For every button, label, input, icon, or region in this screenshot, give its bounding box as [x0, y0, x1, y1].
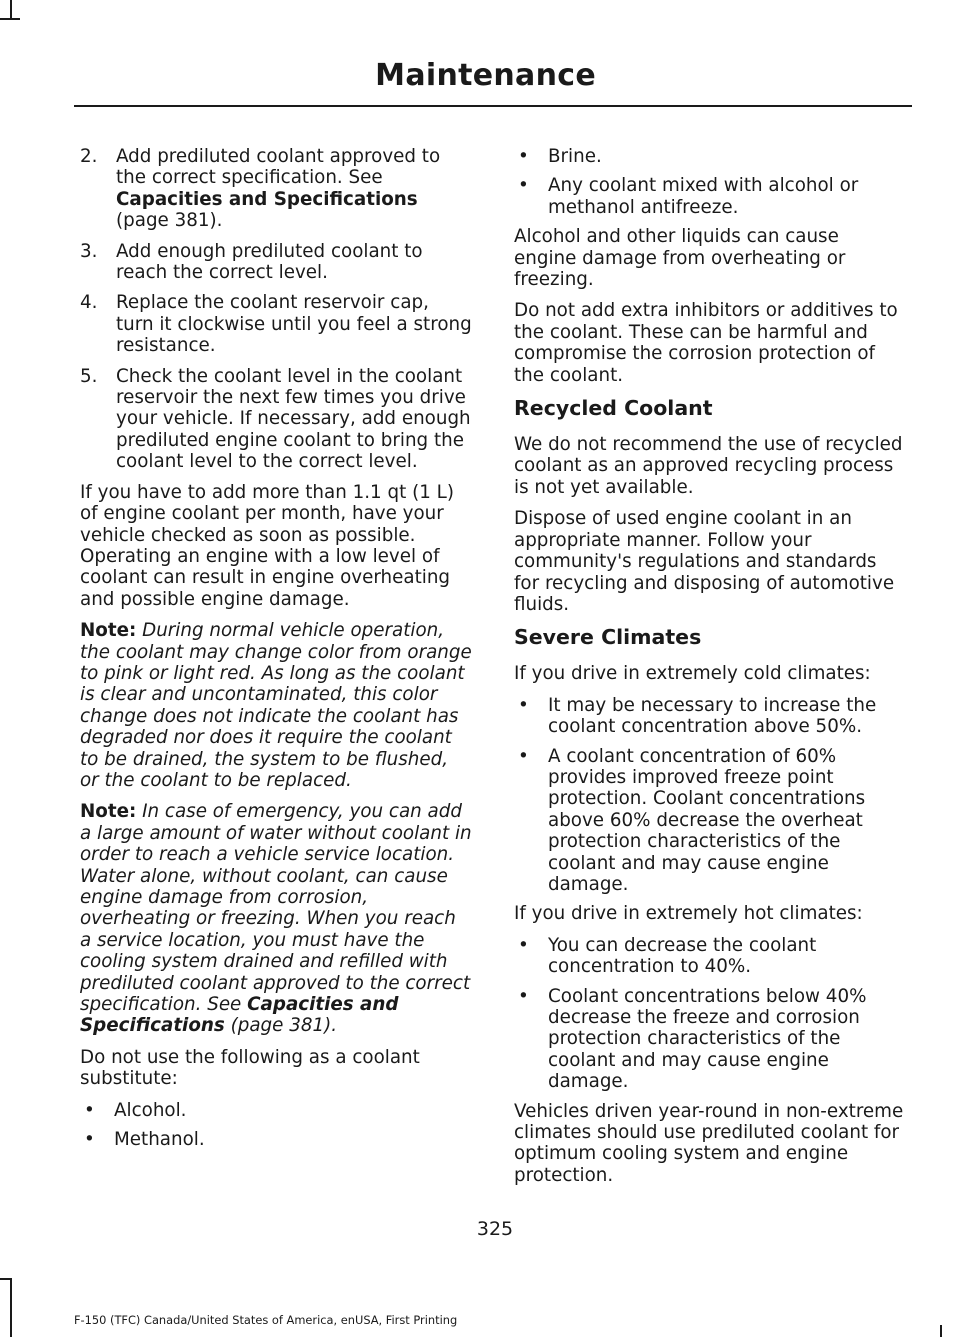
list-item-text: You can decrease the coolant concentration to 40%.: [548, 934, 817, 978]
paragraph: Alcohol and other liquids can cause engine damage from overheating or freezing.: [514, 226, 846, 291]
section-heading: Recycled Coolant: [514, 396, 713, 421]
crop-mark: [0, 1278, 12, 1280]
bullet-icon: •: [518, 175, 529, 197]
list-item: [514, 746, 906, 896]
step-number: 4.: [80, 292, 98, 314]
note-text: In case of emergency, you can add a large amount of water without coolant in order to reach a vehicle service location. Water alone, without coolant, can cause engine damage from corrosion, overheating or freezing. When you reach a service location, you must have the cooling system drained and refilled with prediluted coolant approved to the correct specification. See: [80, 801, 472, 1016]
step-number: 5.: [80, 365, 98, 387]
step-text: Add prediluted coolant approved to the correct specification. See: [116, 146, 441, 189]
paragraph: If you drive in extremely hot climates:: [514, 903, 863, 925]
crop-mark: [0, 18, 20, 20]
step-item: [80, 146, 472, 232]
crop-mark: [10, 0, 12, 20]
paragraph: Vehicles driven year-round in non-extreme climates should use prediluted coolant for optimum cooling system and engine protection.: [514, 1100, 904, 1186]
list-item: [514, 935, 906, 978]
note: [80, 801, 472, 1036]
list-item: [80, 1100, 472, 1121]
step-item: [80, 366, 472, 473]
list-item: [514, 175, 906, 218]
step-item: [80, 292, 472, 356]
list-item-text: Methanol.: [114, 1129, 205, 1151]
list-item: [80, 1129, 472, 1150]
section-title: Maintenance: [375, 58, 596, 93]
paragraph: Dispose of used engine coolant in an appropriate manner. Follow your community's regulations and standards for recycling and disposing of automotive fluids.: [514, 508, 895, 615]
list-item-text: A coolant concentration of 60% provides improved freeze point protection. Coolant concentrations above 60% decrease the overheat protection characteristics of the coolant and may cause engine damage.: [548, 745, 866, 895]
header-rule: [74, 105, 912, 107]
paragraph: Do not use the following as a coolant substitute:: [80, 1046, 420, 1090]
page-number: 325: [476, 1218, 514, 1240]
crop-mark: [10, 1279, 12, 1337]
list-item-text: It may be necessary to increase the coolant concentration above 50%.: [548, 694, 877, 738]
list-item: [514, 695, 906, 738]
bullet-icon: •: [518, 934, 529, 956]
cross-reference-link[interactable]: Capacities and Specifications: [80, 994, 399, 1037]
note-label: Note:: [80, 620, 137, 642]
bullet-icon: •: [518, 146, 529, 167]
note-label: Note:: [80, 801, 137, 823]
bullet-icon: •: [518, 985, 529, 1007]
cross-reference-link[interactable]: Capacities and Specifications: [116, 188, 418, 210]
list-item-text: Brine.: [548, 146, 602, 167]
paragraph: If you have to add more than 1.1 qt (1 L) of engine coolant per month, have your vehicle checked as soon as possible. Operating an engine with a low level of coolant can result in engine overheating and possible engine damage.: [80, 481, 454, 610]
step-item: [80, 241, 472, 284]
page-reference: (page 381).: [116, 210, 223, 232]
page-reference: (page 381).: [224, 1015, 338, 1037]
bullet-icon: •: [84, 1129, 95, 1151]
paragraph: Do not add extra inhibitors or additives to the coolant. These can be harmful and compromise the corrosion protection of the coolant.: [514, 300, 898, 386]
paragraph: We do not recommend the use of recycled coolant as an approved recycling process is not yet available.: [514, 434, 903, 498]
footer-text: F-150 (TFC) Canada/United States of America, enUSA, First Printing: [74, 1313, 458, 1327]
list-item: [514, 146, 906, 167]
step-number: 2.: [80, 146, 98, 167]
step-text: Add enough prediluted coolant to reach the correct level.: [116, 240, 423, 284]
step-text: Check the coolant level in the coolant reservoir the next few times you drive your vehicle. If necessary, add enough prediluted engine coolant to bring the coolant level to the correct level.: [116, 365, 471, 473]
paragraph: If you drive in extremely cold climates:: [514, 663, 871, 685]
bullet-icon: •: [518, 745, 529, 767]
left-column: [80, 146, 472, 1158]
list-item: [514, 986, 906, 1093]
list-item-text: Alcohol.: [114, 1099, 187, 1121]
note-text: During normal vehicle operation, the coolant may change color from orange to pink or light red. As long as the coolant is clear and uncontaminated, this color change does not indicate the coolant has degraded nor does it require the coolant to be drained, the system to be flushed, or the coolant to be replaced.: [80, 620, 472, 791]
step-number: 3.: [80, 240, 98, 262]
bullet-icon: •: [84, 1099, 95, 1121]
note: [80, 620, 472, 791]
step-text: Replace the coolant reservoir cap, turn it clockwise until you feel a strong resistance.: [116, 292, 472, 357]
bullet-icon: •: [518, 694, 529, 716]
list-item-text: Coolant concentrations below 40% decrease the freeze and corrosion protection characteristics of the coolant and may cause engine damage.: [548, 985, 867, 1093]
right-column: [514, 146, 906, 1196]
section-heading: Severe Climates: [514, 625, 702, 650]
crop-mark: [940, 1325, 942, 1337]
list-item-text: Any coolant mixed with alcohol or methanol antifreeze.: [548, 175, 859, 218]
